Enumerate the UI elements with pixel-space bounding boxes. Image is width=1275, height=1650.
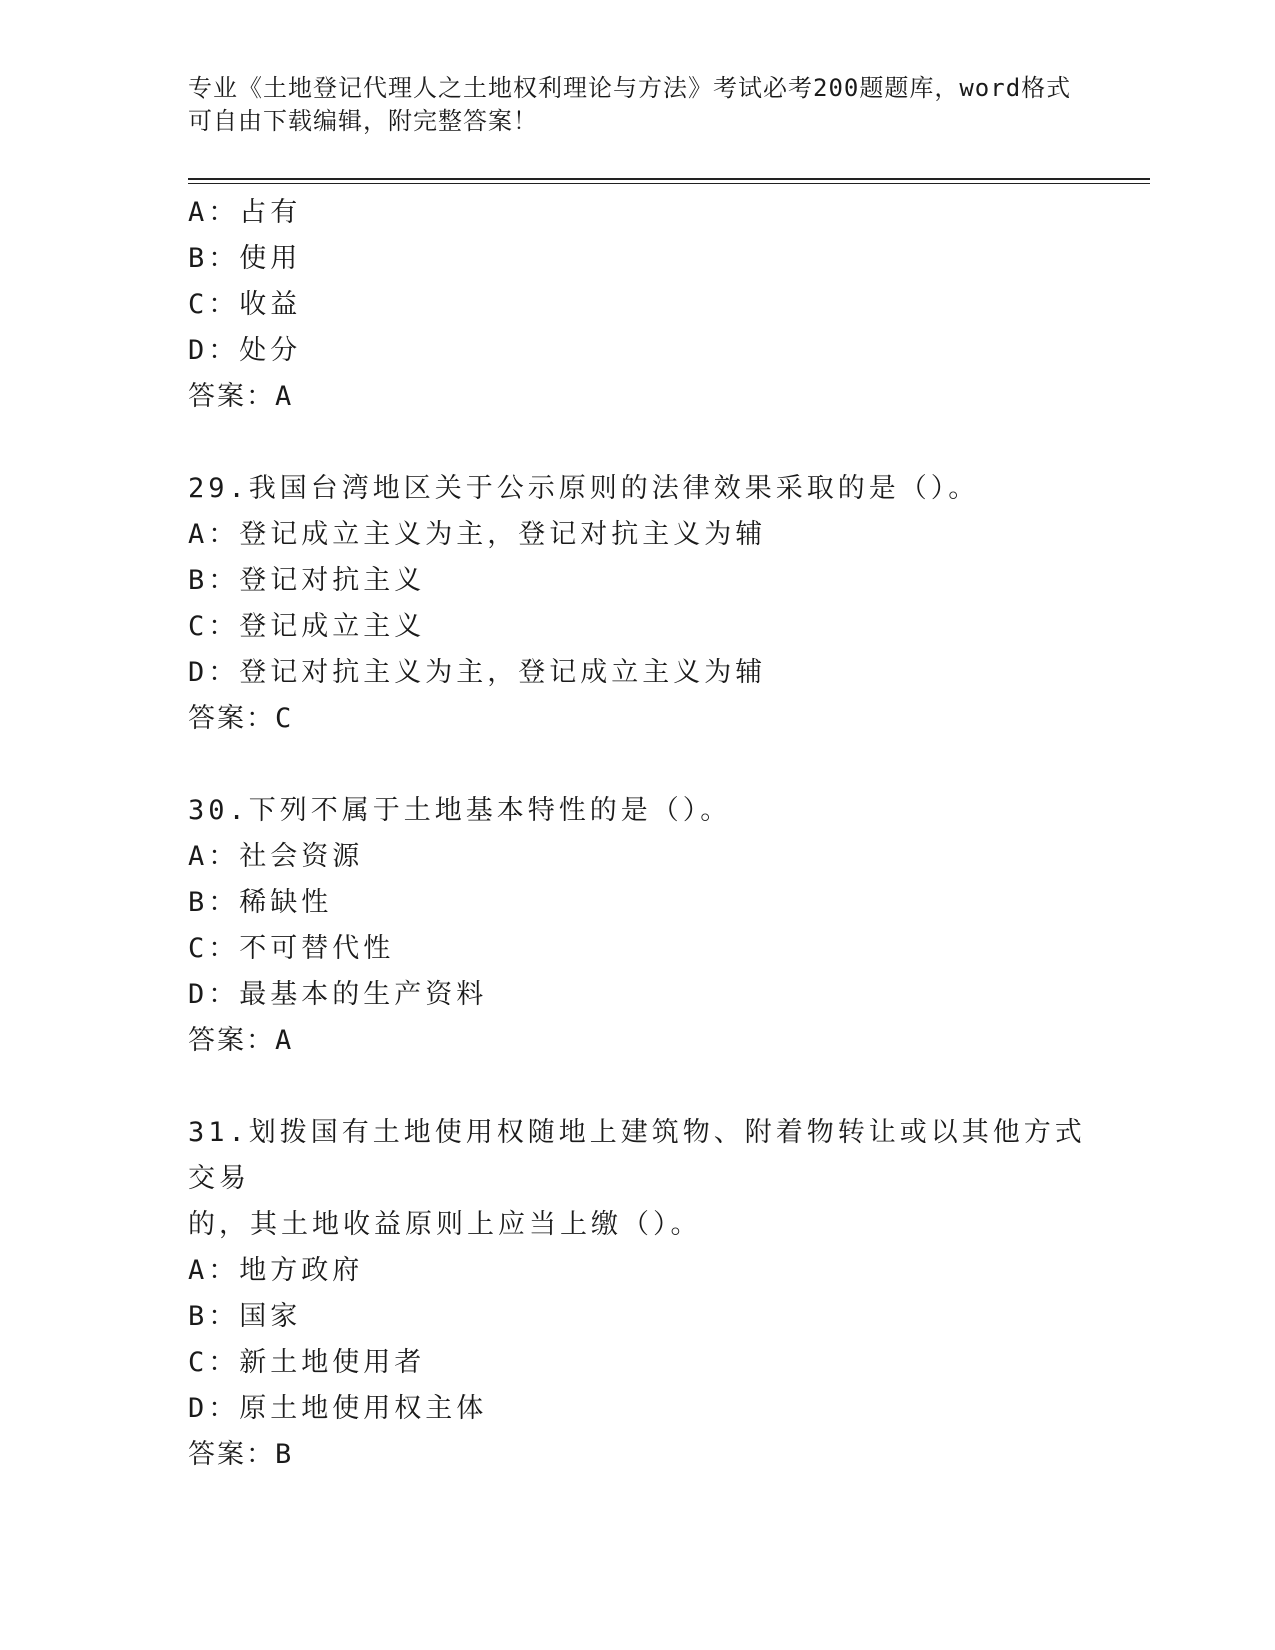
option-a: A：登记成立主义为主，登记对抗主义为辅 xyxy=(188,519,767,550)
question-block-28 xyxy=(188,190,1088,420)
option-a: A：社会资源 xyxy=(188,841,364,872)
question-block-29 xyxy=(188,466,1088,742)
option-d: D：处分 xyxy=(188,335,302,366)
option-b: B：登记对抗主义 xyxy=(188,565,426,596)
option-d: D：登记对抗主义为主，登记成立主义为辅 xyxy=(188,657,767,688)
header-title-line-2: 可自由下载编辑，附完整答案！ xyxy=(188,107,538,135)
option-d: D：最基本的生产资料 xyxy=(188,979,488,1010)
answer-line: 答案：B xyxy=(188,1439,294,1470)
option-d: D：原土地使用权主体 xyxy=(188,1393,488,1424)
option-b: B：使用 xyxy=(188,243,302,274)
option-b: B：稀缺性 xyxy=(188,887,333,918)
question-text: 29.我国台湾地区关于公示原则的法律效果采取的是（）。 xyxy=(188,473,980,504)
option-c: C：新土地使用者 xyxy=(188,1347,426,1378)
document-header xyxy=(188,72,1088,138)
option-c: C：收益 xyxy=(188,289,302,320)
answer-line: 答案：A xyxy=(188,1025,294,1056)
question-block-30 xyxy=(188,788,1088,1064)
option-c: C：不可替代性 xyxy=(188,933,395,964)
option-c: C：登记成立主义 xyxy=(188,611,426,642)
answer-line: 答案：A xyxy=(188,381,294,412)
option-a: A：地方政府 xyxy=(188,1255,364,1286)
header-title-line-1: 专业《土地登记代理人之土地权利理论与方法》考试必考200题题库，word格式 xyxy=(188,74,1072,102)
question-text: 30.下列不属于土地基本特性的是（）。 xyxy=(188,795,732,826)
question-text-line-2: 的，其土地收益原则上应当上缴（）。 xyxy=(188,1209,702,1240)
question-block-31 xyxy=(188,1110,1088,1478)
question-text-line-1: 31.划拨国有土地使用权随地上建筑物、附着物转让或以其他方式交易 xyxy=(188,1117,1086,1194)
option-b: B：国家 xyxy=(188,1301,302,1332)
header-divider-thick xyxy=(188,178,1150,180)
answer-line: 答案：C xyxy=(188,703,294,734)
question-list xyxy=(188,190,1088,1478)
option-a: A：占有 xyxy=(188,197,302,228)
header-divider-thin xyxy=(188,183,1150,184)
